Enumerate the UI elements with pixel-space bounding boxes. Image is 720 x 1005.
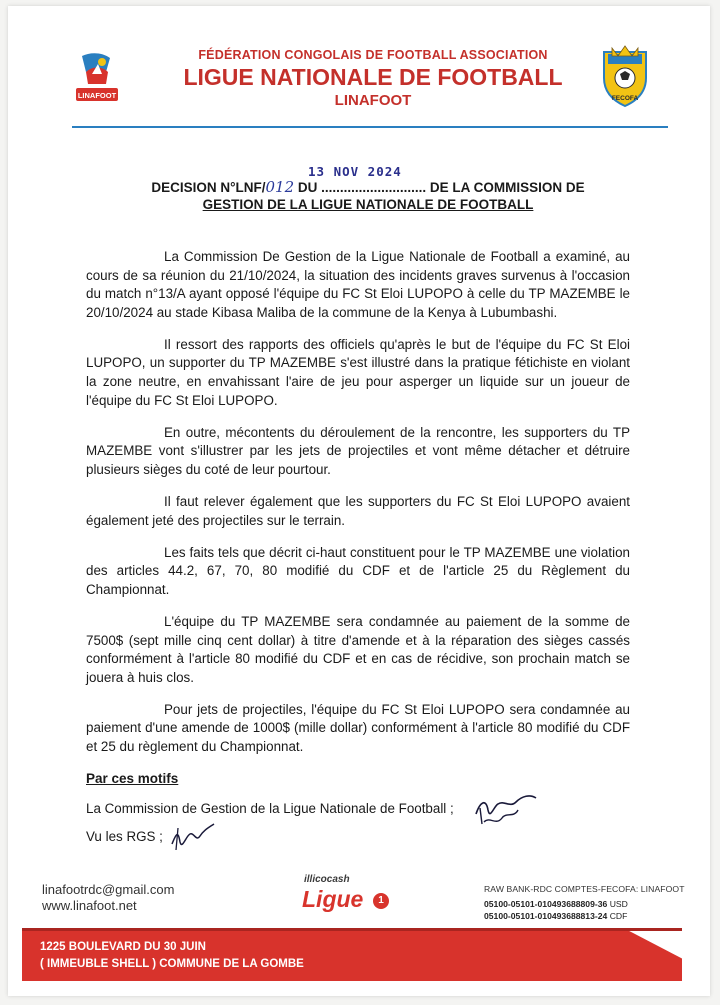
decision-title-line2: GESTION DE LA LIGUE NATIONALE DE FOOTBALL: [202, 197, 534, 212]
closing-line-rgs: Vu les RGS ;: [86, 829, 163, 844]
paragraph: En outre, mécontents du déroulement de la rencontre, les supporters du TP MAZEMBE vont s'illustrer par les jets de projectiles et vont même détacher et détruire plusieurs sièges du coté de leur pourtour.: [86, 424, 630, 477]
bank-title: RAW BANK-RDC COMPTES-FECOFA: LINAFOOT: [484, 884, 685, 894]
currency-usd: USD: [609, 899, 628, 909]
contact-website: www.linafoot.net: [42, 898, 137, 913]
fecofa-crest-icon: [598, 44, 652, 108]
address-line2: ( IMMEUBLE SHELL ) COMMUNE DE LA GOMBE: [40, 958, 304, 970]
sponsor-league-name: Ligue: [302, 886, 364, 912]
bank-account-usd: [484, 899, 628, 909]
decision-title-line1: [98, 178, 638, 196]
decision-body: [86, 248, 630, 770]
bank-account-cdf: [484, 911, 627, 921]
right-logo-label: FECOFA: [611, 95, 639, 102]
initials-signature-icon: [168, 816, 218, 856]
date-stamp: 13 NOV 2024: [308, 164, 402, 179]
federation-name: FÉDÉRATION CONGOLAIS DE FOOTBALL ASSOCIATION: [198, 48, 548, 62]
decision-number: 012: [265, 178, 295, 196]
document-page: [8, 6, 710, 996]
closing-line-commission: La Commission de Gestion de la Ligue Nationale de Football ;: [86, 801, 454, 816]
paragraph: Pour jets de projectiles, l'équipe du FC St Eloi LUPOPO sera condamnée au paiement d'une amende de 1000$ (mille dollar) conformément à l'article 80 modifié du CDF et 25 du règlement du Championnat.: [86, 701, 630, 755]
decision-prefix: DECISION N°LNF/: [151, 180, 266, 195]
paragraph: Les faits tels que décrit ci-haut constituent pour le TP MAZEMBE une violation des articles 44.2, 67, 70, 80 modifié du CDF et de l'article 25 du Règlement du Championnat.: [86, 544, 630, 597]
sponsor-brand: illicocash: [304, 874, 350, 885]
footer-address-band: [22, 931, 682, 981]
paragraph: L'équipe du TP MAZEMBE sera condamnée au paiement de la somme de 7500$ (sept mille cinq cent dollar) à titre d'amende et à la réparation des sièges cassés conformément à l'article 80 modifié du CDF et en cas de récidive, son prochain match se jouera à huis clos.: [86, 614, 630, 685]
account-number-cdf: 05100-05101-010493688813-24: [484, 911, 608, 921]
contact-email: linafootrdc@gmail.com: [42, 882, 175, 897]
signature-icon: [470, 788, 540, 834]
league-short-name: LINAFOOT: [334, 92, 412, 109]
decision-middle: DU ............................ DE LA COMMISSION DE: [294, 180, 585, 195]
paragraph: Il ressort des rapports des officiels qu'après le but de l'équipe du FC St Eloi LUPOPO, un supporter du TP MAZEMBE s'est illustré dans la pratique fétichiste en violant la zone neutre, en envahissant l'aire de jeu pour asperger un liquide sur un joueur de l'équipe du FC St Eloi LUPOPO.: [86, 336, 630, 408]
sponsor-badge: 1: [373, 893, 389, 909]
currency-cdf: CDF: [609, 911, 628, 921]
left-logo-label: LINAFOOT: [77, 91, 117, 100]
header-divider: [72, 126, 668, 128]
paragraph: Il faut relever également que les supporters du FC St Eloi LUPOPO avaient également jeté des projectiles sur le terrain.: [86, 494, 630, 528]
motifs-heading: Par ces motifs: [86, 771, 179, 786]
account-number-usd: 05100-05101-010493688809-36: [484, 899, 608, 909]
paragraph: La Commission De Gestion de la Ligue Nationale de Football a examiné, au cours de sa réunion du 21/10/2024, la situation des incidents graves survenus à l'occasion du match n°13/A ayant opposé l'équipe du FC St Eloi LUPOPO à celle du TP MAZEMBE le 20/10/2024 au stade Kibasa Maliba de la commune de la Kenya à Lubumbashi.: [86, 249, 630, 320]
address-line1: 1225 BOULEVARD DU 30 JUIN: [40, 941, 206, 953]
footer-band-edge: [22, 928, 682, 931]
linafoot-logo-icon: [72, 50, 122, 106]
league-title: LIGUE NATIONALE DE FOOTBALL: [183, 64, 563, 90]
